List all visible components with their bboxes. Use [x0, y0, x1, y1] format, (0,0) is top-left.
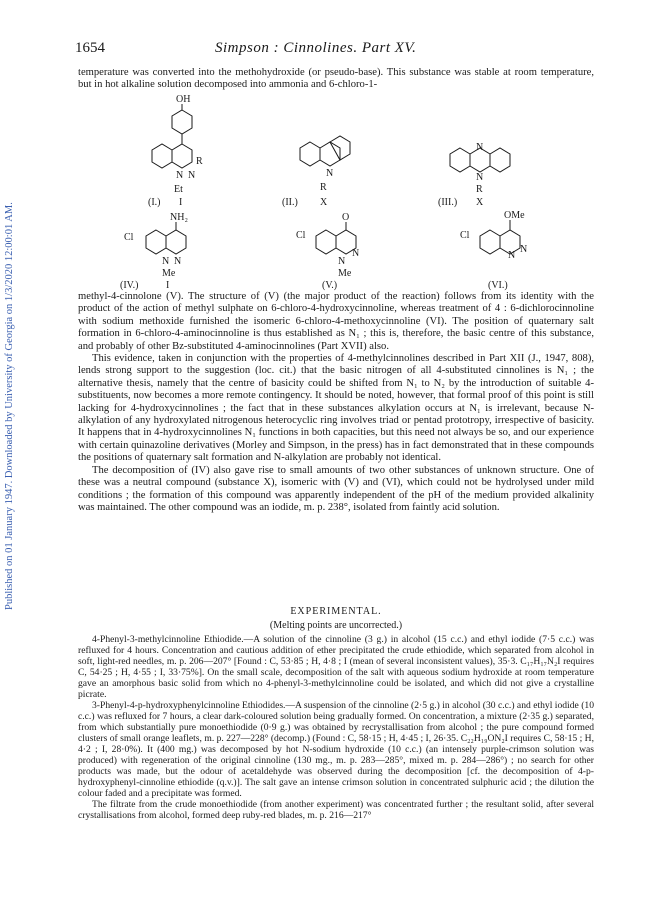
discussion-paragraph-2: This evidence, taken in conjunction with the properties of 4-methylcinnolines described in Part XII (J., 1947, 808), lends strong support to the suggestion (loc. cit.) that the basic nitrogen of all 4-substituted cinnolines is N₁ ; the alternative thesis, namely that the centre of basicity could be shifted from N₁ to N₂ by the introduction of suitable 4-substituents, now becomes a more remote contingency. It should be noted, however, that formal proof of this point is still lacking for 4-hydroxycinnolines ; the fact that in these substances alkylation occurs at N₁ is irrelevant, because N-alkylation of any hydroxylated nitrogenous heterocyclic ring involves triad or pentad prototropy, irrespective of basicity. It happens that in 4-hydroxycinnolines N₁ functions in both capacities, but this need not always be so, and our experience with certain quinazoline derivatives (Morley and Simpson, in the press) has in fact demonstrated that in these compounds the positions of quaternary salt formation and N-alkylation are probably not identical. — [78, 353, 594, 464]
discussion-paragraph-3: The decomposition of (IV) also gave rise to small amounts of two other substances of unknown structure. One of these was a neutral compound (substance X), isomeric with (V) and (VI), which could not be hydrolysed under mild conditions ; the formation of this compound was apparently independent of the pH of the medium provided alkalinity was maintained. The other compound was an iodide, m. p. 238°, isolated from faintly acid solution. — [78, 464, 594, 513]
experimental-section — [78, 634, 594, 821]
caption-vi: (VI.) — [488, 280, 508, 291]
caption-v: (V.) — [322, 280, 338, 291]
caption-iii: (III.) — [438, 197, 458, 208]
me-label-v: Me — [338, 268, 352, 279]
discussion-section — [78, 291, 594, 514]
page-number: 1654 — [75, 40, 105, 56]
structure-iii — [438, 142, 510, 208]
chemical-structures-figure — [110, 92, 550, 292]
oh-label: OH — [176, 94, 191, 105]
structure-ii — [282, 136, 350, 208]
n2-label-v: N — [352, 248, 360, 259]
caption-i: (I.) — [148, 197, 161, 208]
intro-text: temperature was converted into the methohydroxide (or pseudo-base). This substance was stable at room temperature, but in hot alkaline solution decomposed into ammonia and 6-chloro-1- — [78, 67, 594, 91]
structure-vi — [460, 210, 527, 291]
n1-label-vi: N — [508, 250, 516, 261]
cl-label-iv: Cl — [124, 232, 134, 243]
n2-label-iv: N — [174, 256, 182, 267]
experimental-paragraph-2: 3-Phenyl-4-p-hydroxyphenylcinnoline Ethiodides.—A suspension of the cinnoline (2·5 g.) in alcohol (30 c.c.) and ethyl iodide (10 c.c.) was refluxed for 7 hours, a clear dark-coloured solution being gradually formed. On concentration, a mixture (2·35 g.) separated, from which substantially pure monoethiodide (0·9 g.) was obtained by recrystallisation from alcohol ; the pure compound formed clusters of small orange leaflets, m. p. 227—228° (decomp.) (Found : C, 58·15 ; H, 4·45 ; I, 26·35. C₂₂H₁₉ON₂I requires C, 58·15 ; H, 4·2 ; I, 28·0%). It (400 mg.) was decomposed by hot N-sodium hydroxide (10 c.c.) (an intensely purple-crimson solution was produced) with regeneration of the original cinnoline (130 mg., m. p. 283—285°, mixed m. p. 284—286°) ; no search for other products was made, but the odour of acetaldehyde was observed during the decomposition [cf. the decomposition of 4-p-hydroxyphenyl-cinnoline ethiodide (q.v.)]. The salt gave an intense crimson solution in concentrated sulphuric acid ; the dilution the colour faded and a precipitate was formed. — [78, 700, 594, 799]
r-label-i: R — [196, 156, 203, 167]
running-title: Simpson : Cinnolines. Part XV. — [215, 40, 417, 56]
experimental-heading: EXPERIMENTAL. — [290, 606, 382, 617]
iodide-label-iv: I — [166, 280, 170, 291]
caption-iv: (IV.) — [120, 280, 139, 291]
r-label-iii: R — [476, 184, 483, 195]
experimental-paragraph-1: 4-Phenyl-3-methylcinnoline Ethiodide.—A solution of the cinnoline (3 g.) in alcohol (15 c.c.) and ethyl iodide (7·5 c.c.) was refluxed for 4 hours. Concentration and cautious addition of ether precipitated the crude ethiodide, which separated from alcohol in soft, light-red needles, m. p. 206—207° [Found : C, 53·85 ; H, 4·8 ; I (mean of several inconsistent values), 35·3. C₁₇H₁₇N₂I requires C, 54·25 ; H, 4·55 ; I, 33·75%]. On the small scale, decomposition of the salt with aqueous sodium hydroxide at room temperature gave an amorphous basic solid from which no 4-phenyl-3-methylcinnoline could be isolated, and which did not give a crystalline picrate. — [78, 634, 594, 700]
experimental-paragraph-3: The filtrate from the crude monoethiodide (from another experiment) was concentrated further ; the resultant solid, after several crystallisations from alcohol, formed deep ruby-red blades, m. p. 216—217° — [78, 799, 594, 821]
iodide-label-i: I — [179, 197, 183, 208]
experimental-note: (Melting points are uncorrected.) — [269, 620, 403, 631]
x-label-ii: X — [320, 197, 328, 208]
intro-paragraph — [78, 67, 594, 92]
n-bottom-label-iii: N — [476, 172, 484, 183]
n2-label-vi: N — [520, 244, 528, 255]
r-label-ii: R — [320, 182, 327, 193]
et-label: Et — [174, 184, 183, 195]
page-header — [75, 40, 595, 62]
x-label-iii: X — [476, 197, 484, 208]
n1-label-i: N — [176, 170, 184, 181]
structure-iv — [120, 212, 188, 291]
n-label-ii: N — [326, 168, 334, 179]
n1-label-iv: N — [162, 256, 170, 267]
discussion-paragraph-1: methyl-4-cinnolone (V). The structure of (V) (the major product of the reaction) follows from its identity with the product of the action of methyl sulphate on 6-chloro-4-hydroxycinnoline, whereas treatment of 4 : 6-dichlorocinnoline with sodium methoxide furnished the isomeric 6-chloro-4-methoxycinnoline (VI). The position of quaternary salt formation in 6-chloro-4-aminocinnoline is thus established as N₁ ; this is, therefore, the basic centre of this substance, and probably of other Bz-substituted 4-aminocinnolines (Part XVII) also. — [78, 291, 594, 352]
structure-v — [296, 212, 359, 291]
ome-label: OMe — [504, 210, 525, 221]
me-label-iv: Me — [162, 268, 176, 279]
cl-label-v: Cl — [296, 230, 306, 241]
cl-label-vi: Cl — [460, 230, 470, 241]
n1-label-v: N — [338, 256, 346, 267]
o-label: O — [342, 212, 350, 223]
caption-ii: (II.) — [282, 197, 298, 208]
nh2-label: NH₂ — [170, 212, 188, 223]
n2-label-i: N — [188, 170, 196, 181]
n-top-label-iii: N — [476, 142, 484, 153]
download-watermark: Published on 01 January 1947. Downloaded by University of Georgia on 1/3/2020 12:00:01 AM. — [4, 202, 15, 610]
structure-i — [148, 94, 203, 208]
